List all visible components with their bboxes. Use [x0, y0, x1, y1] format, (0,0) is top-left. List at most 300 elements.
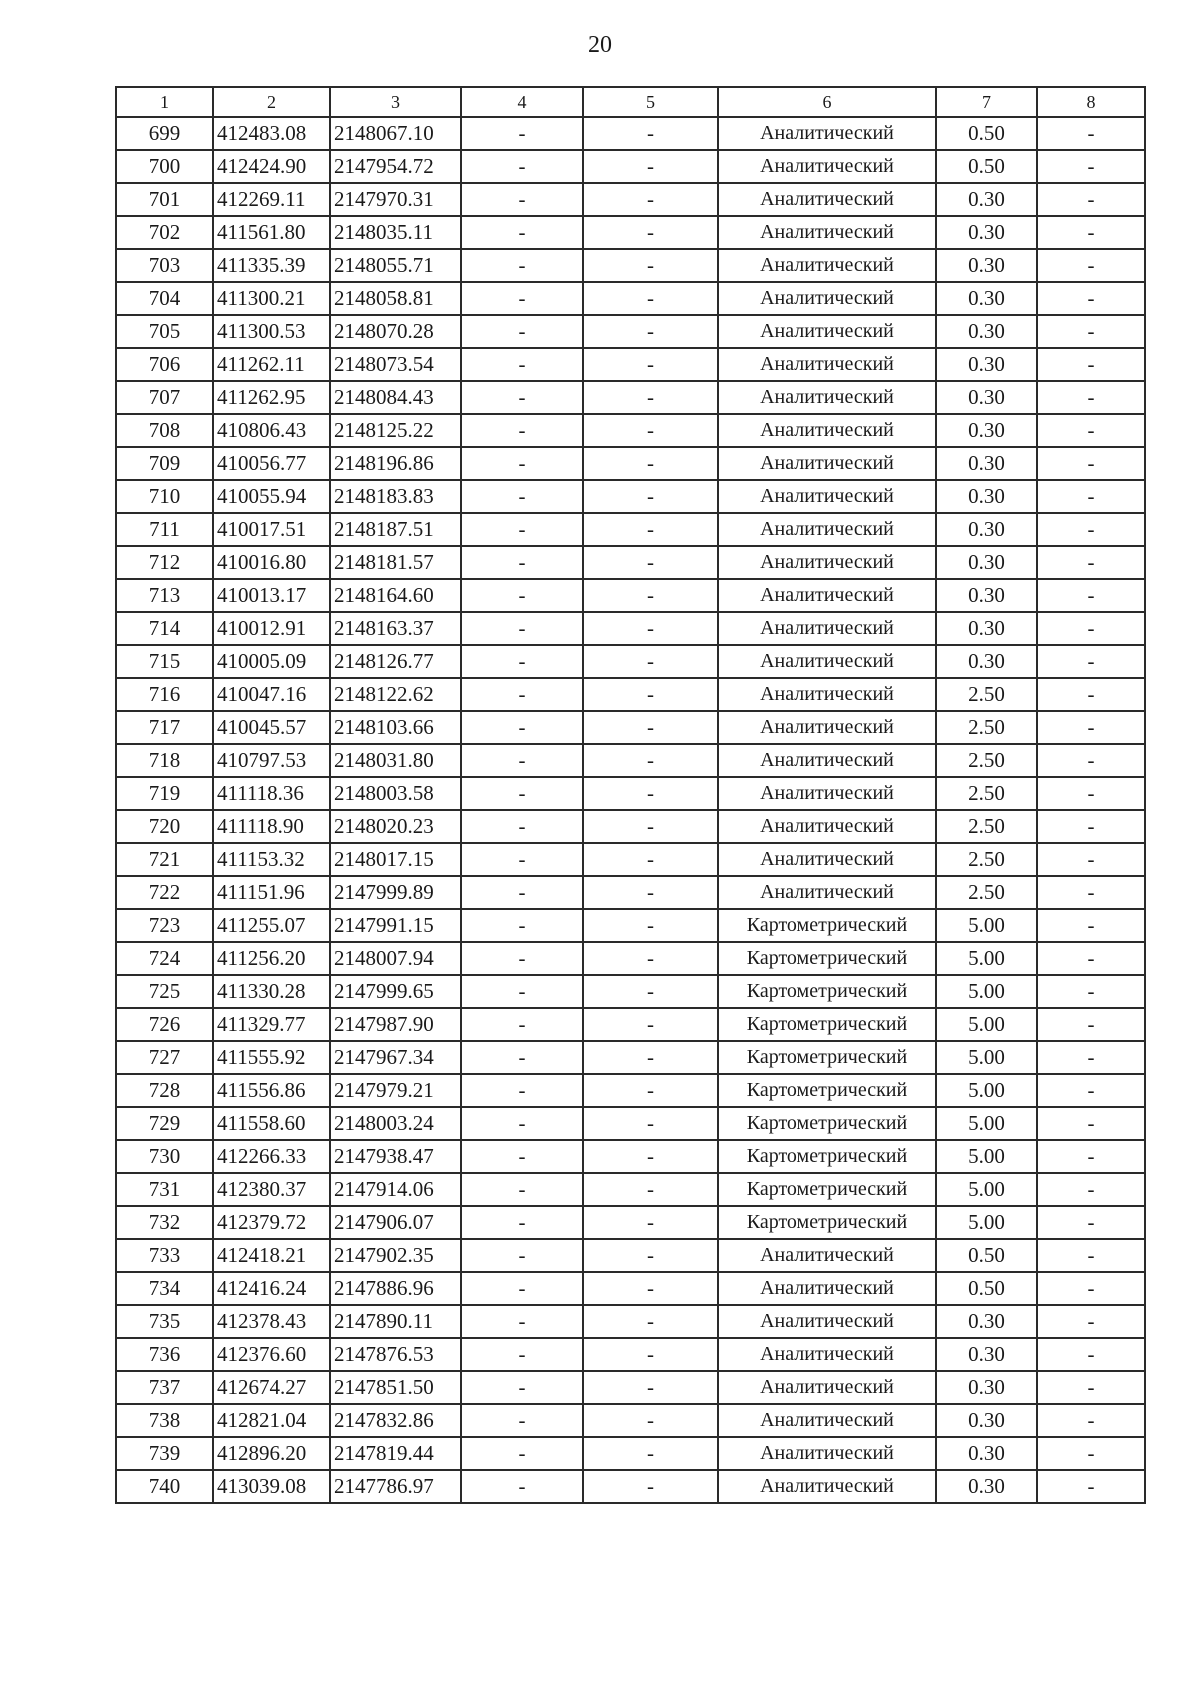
y-coordinate-cell: 2147902.35 — [330, 1239, 461, 1272]
accuracy-cell: 2.50 — [936, 810, 1037, 843]
table-header-row — [116, 87, 1145, 117]
accuracy-cell: 0.50 — [936, 150, 1037, 183]
y-coordinate-cell: 2148164.60 — [330, 579, 461, 612]
accuracy-cell: 0.30 — [936, 579, 1037, 612]
point-number-cell: 709 — [116, 447, 213, 480]
point-number-cell: 707 — [116, 381, 213, 414]
point-number-cell: 713 — [116, 579, 213, 612]
x-coordinate-cell: 410047.16 — [213, 678, 330, 711]
column-5-cell: - — [583, 711, 718, 744]
point-number-cell: 702 — [116, 216, 213, 249]
column-5-cell: - — [583, 942, 718, 975]
point-number-cell: 730 — [116, 1140, 213, 1173]
accuracy-cell: 0.50 — [936, 1272, 1037, 1305]
accuracy-cell: 5.00 — [936, 1107, 1037, 1140]
table-row — [116, 216, 1145, 249]
x-coordinate-cell: 412674.27 — [213, 1371, 330, 1404]
table-row — [116, 480, 1145, 513]
point-number-cell: 714 — [116, 612, 213, 645]
column-5-cell: - — [583, 282, 718, 315]
y-coordinate-cell: 2148031.80 — [330, 744, 461, 777]
y-coordinate-cell: 2147832.86 — [330, 1404, 461, 1437]
column-8-cell: - — [1037, 777, 1145, 810]
column-8-cell: - — [1037, 1173, 1145, 1206]
method-cell: Аналитический — [718, 810, 936, 843]
column-header-3: 3 — [330, 87, 461, 117]
point-number-cell: 721 — [116, 843, 213, 876]
point-number-cell: 703 — [116, 249, 213, 282]
point-number-cell: 734 — [116, 1272, 213, 1305]
table-row — [116, 1173, 1145, 1206]
y-coordinate-cell: 2148055.71 — [330, 249, 461, 282]
table-row — [116, 645, 1145, 678]
x-coordinate-cell: 411329.77 — [213, 1008, 330, 1041]
y-coordinate-cell: 2148007.94 — [330, 942, 461, 975]
x-coordinate-cell: 412424.90 — [213, 150, 330, 183]
method-cell: Картометрический — [718, 975, 936, 1008]
column-8-cell: - — [1037, 975, 1145, 1008]
point-number-cell: 739 — [116, 1437, 213, 1470]
column-4-cell: - — [461, 513, 583, 546]
column-4-cell: - — [461, 150, 583, 183]
point-number-cell: 712 — [116, 546, 213, 579]
point-number-cell: 722 — [116, 876, 213, 909]
method-cell: Аналитический — [718, 282, 936, 315]
x-coordinate-cell: 411153.32 — [213, 843, 330, 876]
column-4-cell: - — [461, 1338, 583, 1371]
accuracy-cell: 0.30 — [936, 1470, 1037, 1503]
y-coordinate-cell: 2148183.83 — [330, 480, 461, 513]
method-cell: Аналитический — [718, 645, 936, 678]
table-row — [116, 447, 1145, 480]
column-5-cell: - — [583, 1041, 718, 1074]
column-5-cell: - — [583, 645, 718, 678]
column-4-cell: - — [461, 876, 583, 909]
column-8-cell: - — [1037, 1338, 1145, 1371]
column-4-cell: - — [461, 1074, 583, 1107]
accuracy-cell: 0.30 — [936, 381, 1037, 414]
column-8-cell: - — [1037, 744, 1145, 777]
accuracy-cell: 0.30 — [936, 1404, 1037, 1437]
x-coordinate-cell: 411118.36 — [213, 777, 330, 810]
point-number-cell: 723 — [116, 909, 213, 942]
method-cell: Аналитический — [718, 216, 936, 249]
y-coordinate-cell: 2147819.44 — [330, 1437, 461, 1470]
method-cell: Аналитический — [718, 612, 936, 645]
column-8-cell: - — [1037, 1470, 1145, 1503]
column-5-cell: - — [583, 447, 718, 480]
point-number-cell: 732 — [116, 1206, 213, 1239]
point-number-cell: 711 — [116, 513, 213, 546]
table-row — [116, 1239, 1145, 1272]
x-coordinate-cell: 411330.28 — [213, 975, 330, 1008]
coordinates-table — [115, 86, 1146, 1504]
column-header-7: 7 — [936, 87, 1037, 117]
column-4-cell: - — [461, 909, 583, 942]
column-4-cell: - — [461, 579, 583, 612]
y-coordinate-cell: 2148067.10 — [330, 117, 461, 150]
column-4-cell: - — [461, 315, 583, 348]
table-row — [116, 1338, 1145, 1371]
column-8-cell: - — [1037, 942, 1145, 975]
accuracy-cell: 5.00 — [936, 975, 1037, 1008]
point-number-cell: 706 — [116, 348, 213, 381]
accuracy-cell: 0.30 — [936, 1371, 1037, 1404]
x-coordinate-cell: 412418.21 — [213, 1239, 330, 1272]
method-cell: Аналитический — [718, 1404, 936, 1437]
column-8-cell: - — [1037, 1239, 1145, 1272]
table-row — [116, 1140, 1145, 1173]
y-coordinate-cell: 2148020.23 — [330, 810, 461, 843]
column-8-cell: - — [1037, 1206, 1145, 1239]
column-5-cell: - — [583, 1074, 718, 1107]
method-cell: Картометрический — [718, 942, 936, 975]
column-5-cell: - — [583, 216, 718, 249]
accuracy-cell: 5.00 — [936, 1206, 1037, 1239]
table-body — [116, 117, 1145, 1503]
column-8-cell: - — [1037, 1272, 1145, 1305]
table-row — [116, 1107, 1145, 1140]
method-cell: Аналитический — [718, 183, 936, 216]
column-4-cell: - — [461, 612, 583, 645]
column-8-cell: - — [1037, 117, 1145, 150]
column-header-4: 4 — [461, 87, 583, 117]
column-8-cell: - — [1037, 1404, 1145, 1437]
column-4-cell: - — [461, 1107, 583, 1140]
column-8-cell: - — [1037, 1074, 1145, 1107]
column-5-cell: - — [583, 117, 718, 150]
method-cell: Аналитический — [718, 777, 936, 810]
x-coordinate-cell: 411255.07 — [213, 909, 330, 942]
accuracy-cell: 0.30 — [936, 1338, 1037, 1371]
column-5-cell: - — [583, 249, 718, 282]
column-8-cell: - — [1037, 579, 1145, 612]
column-8-cell: - — [1037, 249, 1145, 282]
column-8-cell: - — [1037, 150, 1145, 183]
method-cell: Картометрический — [718, 1107, 936, 1140]
method-cell: Аналитический — [718, 843, 936, 876]
column-5-cell: - — [583, 183, 718, 216]
y-coordinate-cell: 2147967.34 — [330, 1041, 461, 1074]
y-coordinate-cell: 2148035.11 — [330, 216, 461, 249]
x-coordinate-cell: 411300.53 — [213, 315, 330, 348]
method-cell: Аналитический — [718, 381, 936, 414]
x-coordinate-cell: 410797.53 — [213, 744, 330, 777]
x-coordinate-cell: 410056.77 — [213, 447, 330, 480]
x-coordinate-cell: 412416.24 — [213, 1272, 330, 1305]
column-8-cell: - — [1037, 282, 1145, 315]
column-4-cell: - — [461, 1272, 583, 1305]
table-row — [116, 810, 1145, 843]
column-4-cell: - — [461, 183, 583, 216]
table-row — [116, 513, 1145, 546]
table-row — [116, 1041, 1145, 1074]
method-cell: Аналитический — [718, 678, 936, 711]
point-number-cell: 724 — [116, 942, 213, 975]
point-number-cell: 719 — [116, 777, 213, 810]
table-row — [116, 744, 1145, 777]
column-5-cell: - — [583, 810, 718, 843]
column-5-cell: - — [583, 1338, 718, 1371]
method-cell: Аналитический — [718, 1272, 936, 1305]
column-4-cell: - — [461, 447, 583, 480]
table-row — [116, 975, 1145, 1008]
y-coordinate-cell: 2147987.90 — [330, 1008, 461, 1041]
column-5-cell: - — [583, 1371, 718, 1404]
table-row — [116, 348, 1145, 381]
method-cell: Картометрический — [718, 1140, 936, 1173]
y-coordinate-cell: 2148070.28 — [330, 315, 461, 348]
table-row — [116, 678, 1145, 711]
accuracy-cell: 0.50 — [936, 1239, 1037, 1272]
x-coordinate-cell: 412483.08 — [213, 117, 330, 150]
accuracy-cell: 0.30 — [936, 513, 1037, 546]
x-coordinate-cell: 412380.37 — [213, 1173, 330, 1206]
y-coordinate-cell: 2147890.11 — [330, 1305, 461, 1338]
accuracy-cell: 2.50 — [936, 744, 1037, 777]
column-4-cell: - — [461, 975, 583, 1008]
column-4-cell: - — [461, 1371, 583, 1404]
x-coordinate-cell: 411118.90 — [213, 810, 330, 843]
x-coordinate-cell: 411300.21 — [213, 282, 330, 315]
y-coordinate-cell: 2147786.97 — [330, 1470, 461, 1503]
column-4-cell: - — [461, 942, 583, 975]
x-coordinate-cell: 412376.60 — [213, 1338, 330, 1371]
column-4-cell: - — [461, 249, 583, 282]
accuracy-cell: 2.50 — [936, 678, 1037, 711]
y-coordinate-cell: 2148122.62 — [330, 678, 461, 711]
accuracy-cell: 0.30 — [936, 546, 1037, 579]
table-row — [116, 942, 1145, 975]
method-cell: Аналитический — [718, 1338, 936, 1371]
column-4-cell: - — [461, 711, 583, 744]
column-8-cell: - — [1037, 447, 1145, 480]
accuracy-cell: 5.00 — [936, 1008, 1037, 1041]
method-cell: Аналитический — [718, 447, 936, 480]
column-8-cell: - — [1037, 480, 1145, 513]
column-4-cell: - — [461, 1206, 583, 1239]
method-cell: Аналитический — [718, 117, 936, 150]
column-8-cell: - — [1037, 1305, 1145, 1338]
column-8-cell: - — [1037, 1107, 1145, 1140]
method-cell: Аналитический — [718, 546, 936, 579]
column-5-cell: - — [583, 909, 718, 942]
point-number-cell: 733 — [116, 1239, 213, 1272]
column-5-cell: - — [583, 1404, 718, 1437]
table-row — [116, 183, 1145, 216]
y-coordinate-cell: 2147954.72 — [330, 150, 461, 183]
point-number-cell: 705 — [116, 315, 213, 348]
table-row — [116, 1272, 1145, 1305]
method-cell: Картометрический — [718, 1206, 936, 1239]
x-coordinate-cell: 410012.91 — [213, 612, 330, 645]
column-4-cell: - — [461, 1008, 583, 1041]
column-8-cell: - — [1037, 645, 1145, 678]
method-cell: Аналитический — [718, 579, 936, 612]
point-number-cell: 735 — [116, 1305, 213, 1338]
column-8-cell: - — [1037, 513, 1145, 546]
point-number-cell: 728 — [116, 1074, 213, 1107]
column-4-cell: - — [461, 117, 583, 150]
column-5-cell: - — [583, 843, 718, 876]
method-cell: Картометрический — [718, 1074, 936, 1107]
table-row — [116, 579, 1145, 612]
table-row — [116, 909, 1145, 942]
method-cell: Аналитический — [718, 315, 936, 348]
accuracy-cell: 0.30 — [936, 645, 1037, 678]
x-coordinate-cell: 410055.94 — [213, 480, 330, 513]
table-row — [116, 612, 1145, 645]
column-5-cell: - — [583, 348, 718, 381]
x-coordinate-cell: 411558.60 — [213, 1107, 330, 1140]
column-8-cell: - — [1037, 183, 1145, 216]
column-8-cell: - — [1037, 546, 1145, 579]
column-4-cell: - — [461, 546, 583, 579]
column-5-cell: - — [583, 1272, 718, 1305]
accuracy-cell: 0.30 — [936, 315, 1037, 348]
y-coordinate-cell: 2148163.37 — [330, 612, 461, 645]
column-5-cell: - — [583, 1206, 718, 1239]
table-row — [116, 150, 1145, 183]
accuracy-cell: 5.00 — [936, 909, 1037, 942]
column-8-cell: - — [1037, 1008, 1145, 1041]
y-coordinate-cell: 2147979.21 — [330, 1074, 461, 1107]
column-4-cell: - — [461, 1437, 583, 1470]
point-number-cell: 717 — [116, 711, 213, 744]
method-cell: Картометрический — [718, 1041, 936, 1074]
column-5-cell: - — [583, 744, 718, 777]
column-header-6: 6 — [718, 87, 936, 117]
column-8-cell: - — [1037, 1041, 1145, 1074]
y-coordinate-cell: 2147999.65 — [330, 975, 461, 1008]
column-8-cell: - — [1037, 1437, 1145, 1470]
y-coordinate-cell: 2148196.86 — [330, 447, 461, 480]
y-coordinate-cell: 2147999.89 — [330, 876, 461, 909]
table-row — [116, 1404, 1145, 1437]
point-number-cell: 729 — [116, 1107, 213, 1140]
point-number-cell: 726 — [116, 1008, 213, 1041]
method-cell: Картометрический — [718, 1008, 936, 1041]
x-coordinate-cell: 411256.20 — [213, 942, 330, 975]
table-row — [116, 546, 1145, 579]
accuracy-cell: 5.00 — [936, 1140, 1037, 1173]
table-row — [116, 1008, 1145, 1041]
column-5-cell: - — [583, 876, 718, 909]
method-cell: Аналитический — [718, 1371, 936, 1404]
column-5-cell: - — [583, 480, 718, 513]
method-cell: Аналитический — [718, 414, 936, 447]
column-8-cell: - — [1037, 711, 1145, 744]
column-header-5: 5 — [583, 87, 718, 117]
column-5-cell: - — [583, 1140, 718, 1173]
accuracy-cell: 0.30 — [936, 447, 1037, 480]
y-coordinate-cell: 2147914.06 — [330, 1173, 461, 1206]
point-number-cell: 736 — [116, 1338, 213, 1371]
y-coordinate-cell: 2148181.57 — [330, 546, 461, 579]
y-coordinate-cell: 2147876.53 — [330, 1338, 461, 1371]
point-number-cell: 725 — [116, 975, 213, 1008]
x-coordinate-cell: 412379.72 — [213, 1206, 330, 1239]
point-number-cell: 738 — [116, 1404, 213, 1437]
table-row — [116, 1437, 1145, 1470]
column-5-cell: - — [583, 513, 718, 546]
y-coordinate-cell: 2147938.47 — [330, 1140, 461, 1173]
method-cell: Аналитический — [718, 744, 936, 777]
accuracy-cell: 5.00 — [936, 1041, 1037, 1074]
column-5-cell: - — [583, 1239, 718, 1272]
column-header-8: 8 — [1037, 87, 1145, 117]
column-5-cell: - — [583, 579, 718, 612]
column-4-cell: - — [461, 678, 583, 711]
column-5-cell: - — [583, 1437, 718, 1470]
table-row — [116, 249, 1145, 282]
point-number-cell: 720 — [116, 810, 213, 843]
column-4-cell: - — [461, 1140, 583, 1173]
table-row — [116, 843, 1145, 876]
y-coordinate-cell: 2148003.24 — [330, 1107, 461, 1140]
accuracy-cell: 0.30 — [936, 1437, 1037, 1470]
accuracy-cell: 5.00 — [936, 1173, 1037, 1206]
y-coordinate-cell: 2148058.81 — [330, 282, 461, 315]
point-number-cell: 699 — [116, 117, 213, 150]
table-row — [116, 777, 1145, 810]
column-5-cell: - — [583, 546, 718, 579]
table-row — [116, 1074, 1145, 1107]
point-number-cell: 701 — [116, 183, 213, 216]
point-number-cell: 731 — [116, 1173, 213, 1206]
y-coordinate-cell: 2148103.66 — [330, 711, 461, 744]
column-4-cell: - — [461, 414, 583, 447]
point-number-cell: 737 — [116, 1371, 213, 1404]
column-8-cell: - — [1037, 612, 1145, 645]
table-row — [116, 876, 1145, 909]
column-8-cell: - — [1037, 315, 1145, 348]
method-cell: Аналитический — [718, 1437, 936, 1470]
column-5-cell: - — [583, 975, 718, 1008]
column-4-cell: - — [461, 1305, 583, 1338]
y-coordinate-cell: 2147991.15 — [330, 909, 461, 942]
table-row — [116, 1371, 1145, 1404]
y-coordinate-cell: 2147851.50 — [330, 1371, 461, 1404]
accuracy-cell: 0.30 — [936, 282, 1037, 315]
method-cell: Аналитический — [718, 150, 936, 183]
x-coordinate-cell: 411556.86 — [213, 1074, 330, 1107]
column-4-cell: - — [461, 843, 583, 876]
x-coordinate-cell: 410016.80 — [213, 546, 330, 579]
x-coordinate-cell: 410045.57 — [213, 711, 330, 744]
column-header-2: 2 — [213, 87, 330, 117]
y-coordinate-cell: 2147906.07 — [330, 1206, 461, 1239]
page-number: 20 — [588, 32, 612, 58]
point-number-cell: 700 — [116, 150, 213, 183]
table-row — [116, 414, 1145, 447]
column-5-cell: - — [583, 414, 718, 447]
method-cell: Аналитический — [718, 1470, 936, 1503]
accuracy-cell: 2.50 — [936, 843, 1037, 876]
column-8-cell: - — [1037, 414, 1145, 447]
y-coordinate-cell: 2148126.77 — [330, 645, 461, 678]
x-coordinate-cell: 412269.11 — [213, 183, 330, 216]
column-4-cell: - — [461, 480, 583, 513]
column-8-cell: - — [1037, 381, 1145, 414]
x-coordinate-cell: 411555.92 — [213, 1041, 330, 1074]
column-5-cell: - — [583, 678, 718, 711]
x-coordinate-cell: 410017.51 — [213, 513, 330, 546]
x-coordinate-cell: 410005.09 — [213, 645, 330, 678]
x-coordinate-cell: 412821.04 — [213, 1404, 330, 1437]
method-cell: Аналитический — [718, 711, 936, 744]
x-coordinate-cell: 412378.43 — [213, 1305, 330, 1338]
